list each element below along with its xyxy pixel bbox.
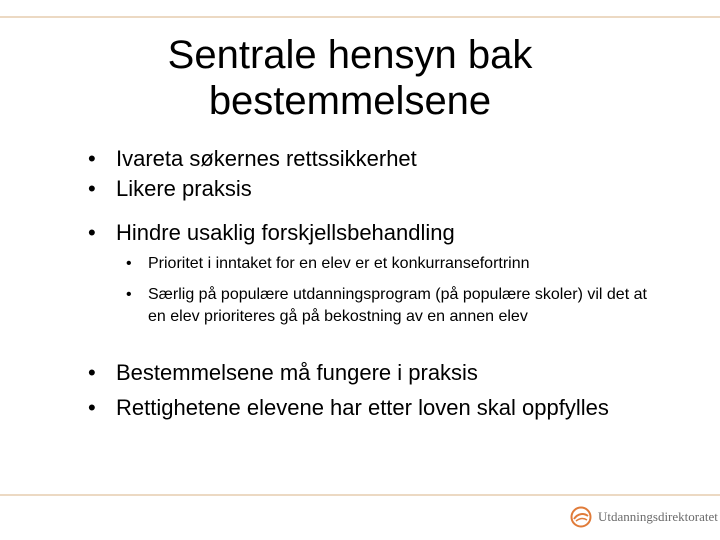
title-line-2: bestemmelsene — [208, 79, 492, 123]
utdanningsdirektoratet-logo — [570, 504, 718, 530]
bullet-icon: • — [88, 220, 96, 245]
sub-bullet-icon: • — [126, 255, 132, 272]
utdanningsdirektoratet-logo-icon — [570, 506, 592, 528]
sub-bullet-text: Prioritet i inntaket for en elev er et konkurransefortrinn — [148, 255, 530, 272]
sub-bullet-icon: • — [126, 286, 132, 303]
logo-text: Utdanningsdirektoratet — [598, 509, 718, 524]
bottom-rule — [0, 494, 720, 496]
bullet-text: Ivareta søkernes rettssikkerhet — [116, 146, 417, 171]
bullet-text: Bestemmelsene må fungere i praksis — [116, 360, 478, 385]
bullet-icon: • — [88, 395, 96, 420]
sub-bullet-text: Særlig på populære utdanningsprogram (på populære skoler) vil det at en elev prioriteres gå på bekostning av en annen elev — [148, 286, 647, 325]
bullet-text: Likere praksis — [116, 176, 252, 201]
slide-title — [100, 32, 600, 124]
bullet-icon: • — [88, 176, 96, 201]
bullet-icon: • — [88, 360, 96, 385]
bullet-text: Rettighetene elevene har etter loven skal oppfylles — [116, 395, 609, 420]
top-rule — [0, 16, 720, 18]
bullet-text: Hindre usaklig forskjellsbehandling — [116, 220, 455, 245]
bullet-icon: • — [88, 146, 96, 171]
title-line-1: Sentrale hensyn bak — [167, 33, 533, 77]
